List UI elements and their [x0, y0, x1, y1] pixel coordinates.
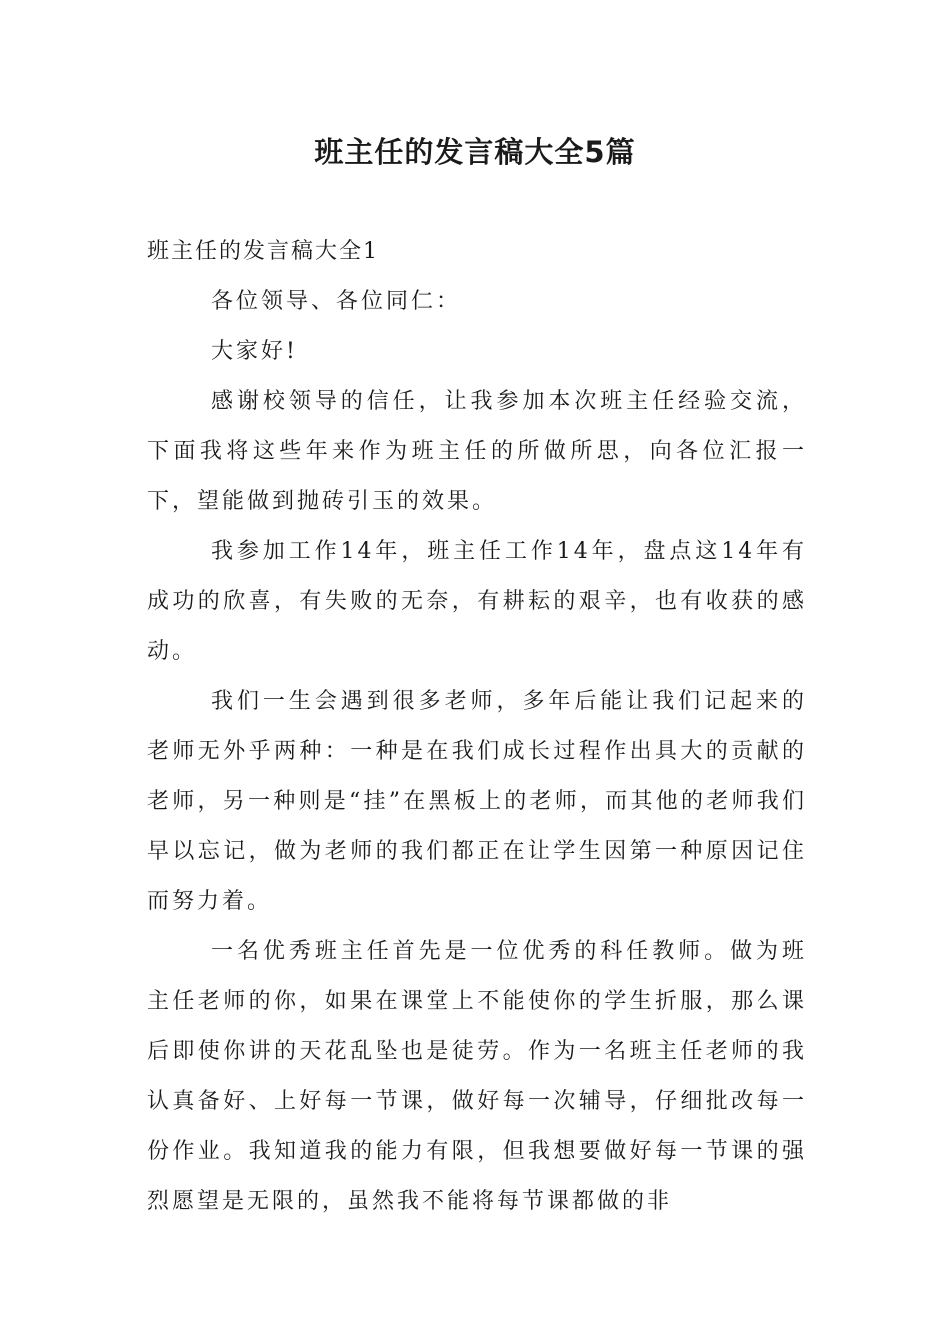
- paragraph-excellent-teacher: 一名优秀班主任首先是一位优秀的科任教师。做为班主任老师的你，如果在课堂上不能使你的学生折服，那么课后即使你讲的天花乱坠也是徒劳。作为一名班主任老师的我认真备好、上好每一节课，做好每一次辅导，仔细批改每一份作业。我知道我的能力有限，但我想要做好每一节课的强烈愿望是无限的，虽然我不能将每节课都做的非: [147, 939, 807, 1214]
- paragraph-greeting: 大家好!: [211, 339, 298, 364]
- paragraph-thanks: 感谢校领导的信任，让我参加本次班主任经验交流，下面我将这些年来作为班主任的所做所思，向各位汇报一下，望能做到抛砖引玉的效果。: [147, 389, 807, 514]
- paragraph-salutation: 各位领导、各位同仁：: [211, 289, 462, 314]
- document-body: [147, 227, 807, 1227]
- document-title: 班主任的发言稿大全5篇: [314, 135, 636, 169]
- section-heading: 班主任的发言稿大全1: [147, 239, 379, 264]
- paragraph-experience: 我参加工作14年，班主任工作14年，盘点这14年有成功的欣喜，有失败的无奈，有耕耘的艰辛，也有收获的感动。: [147, 539, 807, 664]
- paragraph-teachers: 我们一生会遇到很多老师，多年后能让我们记起来的老师无外乎两种：一种是在我们成长过程作出具大的贡献的老师，另一种则是“挂”在黑板上的老师，而其他的老师我们早以忘记，做为老师的我们都正在让学生因第一种原因记住而努力着。: [147, 689, 807, 914]
